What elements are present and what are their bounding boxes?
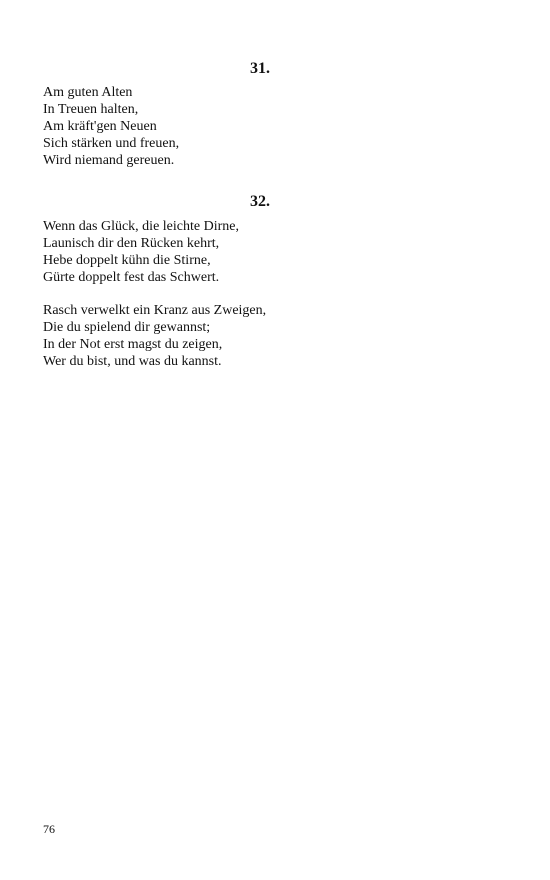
poem-line: Rasch verwelkt ein Kranz aus Zweigen, (43, 303, 267, 318)
poem-31-stanza-1 (43, 84, 523, 169)
poem-line: Sich stärken und freuen, (43, 136, 180, 151)
page-number: 76 (43, 822, 55, 836)
poem-line: Wenn das Glück, die leichte Dirne, (43, 219, 239, 234)
poem-line: Die du spielend dir gewannst; (43, 320, 211, 335)
poem-32-stanza-2 (43, 302, 523, 370)
poem-line: Hebe doppelt kühn die Stirne, (43, 253, 211, 268)
poem-32-stanza-1 (43, 218, 523, 286)
poem-line: In Treuen halten, (43, 102, 139, 117)
poem-line: Am guten Alten (43, 85, 133, 100)
poem-line: Wer du bist, und was du kannst. (43, 354, 222, 369)
poem-line: Gürte doppelt fest das Schwert. (43, 270, 220, 285)
poem-line: Launisch dir den Rücken kehrt, (43, 236, 220, 251)
poem-line: Am kräft'gen Neuen (43, 119, 157, 134)
poem-number-31: 31. (250, 60, 270, 77)
poem-number-32: 32. (250, 193, 270, 210)
poem-line: In der Not erst magst du zeigen, (43, 337, 223, 352)
poem-line: Wird niemand gereuen. (43, 153, 175, 168)
